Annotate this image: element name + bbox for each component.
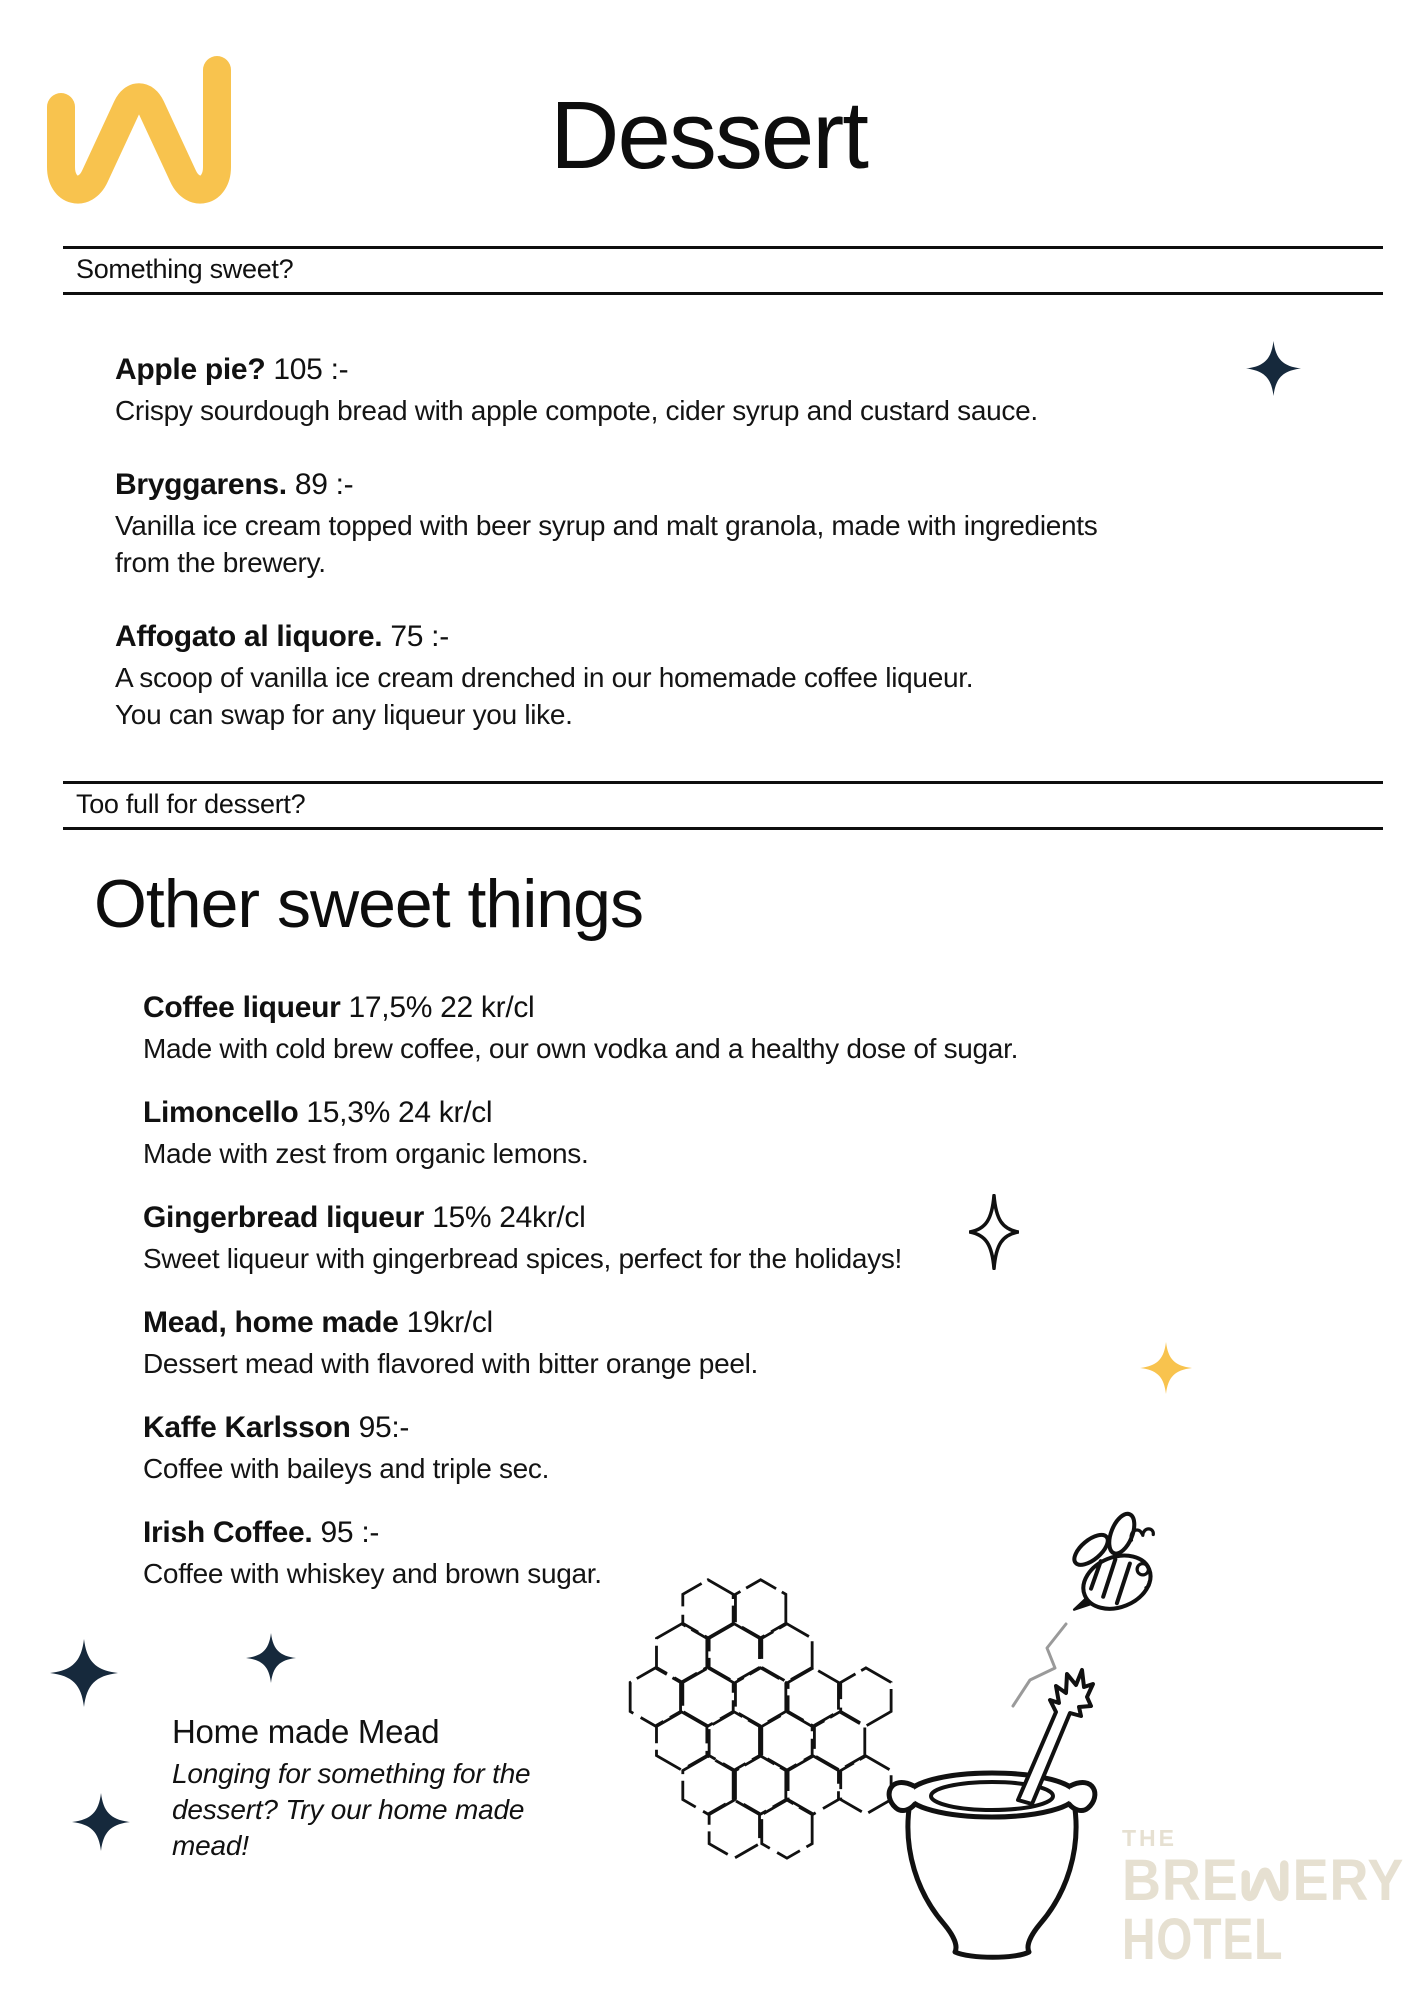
menu-item-affogato <box>115 617 1097 733</box>
logo-brewery-pre: BRE <box>1122 1848 1239 1913</box>
sparkle-icon <box>50 1638 118 1708</box>
logo-hotel: HOTEL <box>1122 1907 1284 1972</box>
mead-note-line: mead! <box>172 1830 249 1861</box>
sparkle-icon-yellow <box>1140 1342 1192 1394</box>
item-name: Apple pie? <box>115 353 266 386</box>
item-title <box>115 350 1097 390</box>
item-description: Coffee with whiskey and brown sugar. <box>143 1558 602 1589</box>
item-price: 105 :- <box>273 353 349 386</box>
item-title <box>143 1198 1018 1238</box>
logo-the: THE <box>1122 1825 1177 1851</box>
item-title <box>143 1408 1018 1448</box>
sparkle-icon <box>1246 341 1301 396</box>
honeycomb-illustration <box>614 1576 896 1876</box>
item-name: Affogato al liquore. <box>115 620 383 653</box>
item-title <box>143 1303 1018 1343</box>
item-price: 17,5% 22 kr/cl <box>348 991 535 1024</box>
item-name: Mead, home made <box>143 1306 399 1339</box>
menu-item-mead <box>143 1303 1018 1382</box>
menu-item-bryggarens <box>115 465 1097 581</box>
item-title <box>143 988 1018 1028</box>
mead-note-line: dessert? Try our home made <box>172 1794 525 1825</box>
item-description: Made with cold brew coffee, our own vodka and a healthy dose of sugar. <box>143 1033 1019 1064</box>
section-divider-2 <box>63 781 1383 830</box>
menu-item-apple-pie <box>115 350 1097 429</box>
page-title: Dessert <box>550 82 867 189</box>
menu-item-limoncello <box>143 1093 1018 1172</box>
logo-squiggle-w-icon <box>1241 1860 1289 1902</box>
section-divider-1 <box>63 246 1383 295</box>
item-description: Vanilla ice cream topped with beer syrup and malt granola, made with ingredients <box>115 510 1098 541</box>
item-price: 95 :- <box>320 1516 380 1549</box>
item-name: Kaffe Karlsson <box>143 1411 351 1444</box>
other-sweet-things-list <box>143 988 1018 1618</box>
menu-item-gingerbread-liqueur <box>143 1198 1018 1277</box>
dessert-items-list <box>115 350 1097 769</box>
item-price: 19kr/cl <box>406 1306 493 1339</box>
sparkle-icon <box>72 1792 130 1852</box>
item-description: You can swap for any liqueur you like. <box>115 699 573 730</box>
item-description: Made with zest from organic lemons. <box>143 1138 589 1169</box>
item-title <box>115 617 1097 657</box>
menu-item-coffee-liqueur <box>143 988 1018 1067</box>
item-description: Crispy sourdough bread with apple compote, cider syrup and custard sauce. <box>115 395 1038 426</box>
bee-illustration <box>1062 1505 1167 1627</box>
mead-note-line: Longing for something for the <box>172 1758 531 1789</box>
item-price: 75 :- <box>390 620 449 653</box>
item-price: 95:- <box>358 1411 410 1444</box>
logo-brewery-post: ERY <box>1292 1848 1405 1913</box>
item-description: Coffee with baileys and triple sec. <box>143 1453 550 1484</box>
item-price: 15% 24kr/cl <box>432 1201 586 1234</box>
item-price: 89 :- <box>294 468 354 501</box>
item-price: 15,3% 24 kr/cl <box>306 1096 493 1129</box>
honey-pot-illustration <box>880 1660 1117 1962</box>
sparkle-outline-icon <box>969 1194 1019 1270</box>
sparkle-icon <box>246 1632 296 1684</box>
mead-note <box>172 1712 530 1864</box>
item-description: from the brewery. <box>115 547 326 578</box>
other-sweet-things-heading: Other sweet things <box>94 866 643 942</box>
menu-item-kaffe-karlsson <box>143 1408 1018 1487</box>
logo-brewery <box>1122 1848 1405 1913</box>
item-name: Irish Coffee. <box>143 1516 313 1549</box>
item-description: A scoop of vanilla ice cream drenched in our homemade coffee liqueur. <box>115 662 974 693</box>
item-description: Sweet liqueur with gingerbread spices, perfect for the holidays! <box>143 1243 903 1274</box>
item-title <box>115 465 1097 505</box>
item-title <box>143 1513 1018 1553</box>
mead-note-title: Home made Mead <box>172 1713 440 1750</box>
item-title <box>143 1093 1018 1133</box>
item-name: Bryggarens. <box>115 468 287 501</box>
section-tagline-1: Something sweet? <box>76 254 294 284</box>
item-name: Gingerbread liqueur <box>143 1201 425 1234</box>
item-name: Limoncello <box>143 1096 299 1129</box>
section-tagline-2: Too full for dessert? <box>76 789 306 819</box>
brewery-hotel-logo <box>1122 1825 1417 1972</box>
item-description: Dessert mead with flavored with bitter orange peel. <box>143 1348 759 1379</box>
item-name: Coffee liqueur <box>143 991 341 1024</box>
